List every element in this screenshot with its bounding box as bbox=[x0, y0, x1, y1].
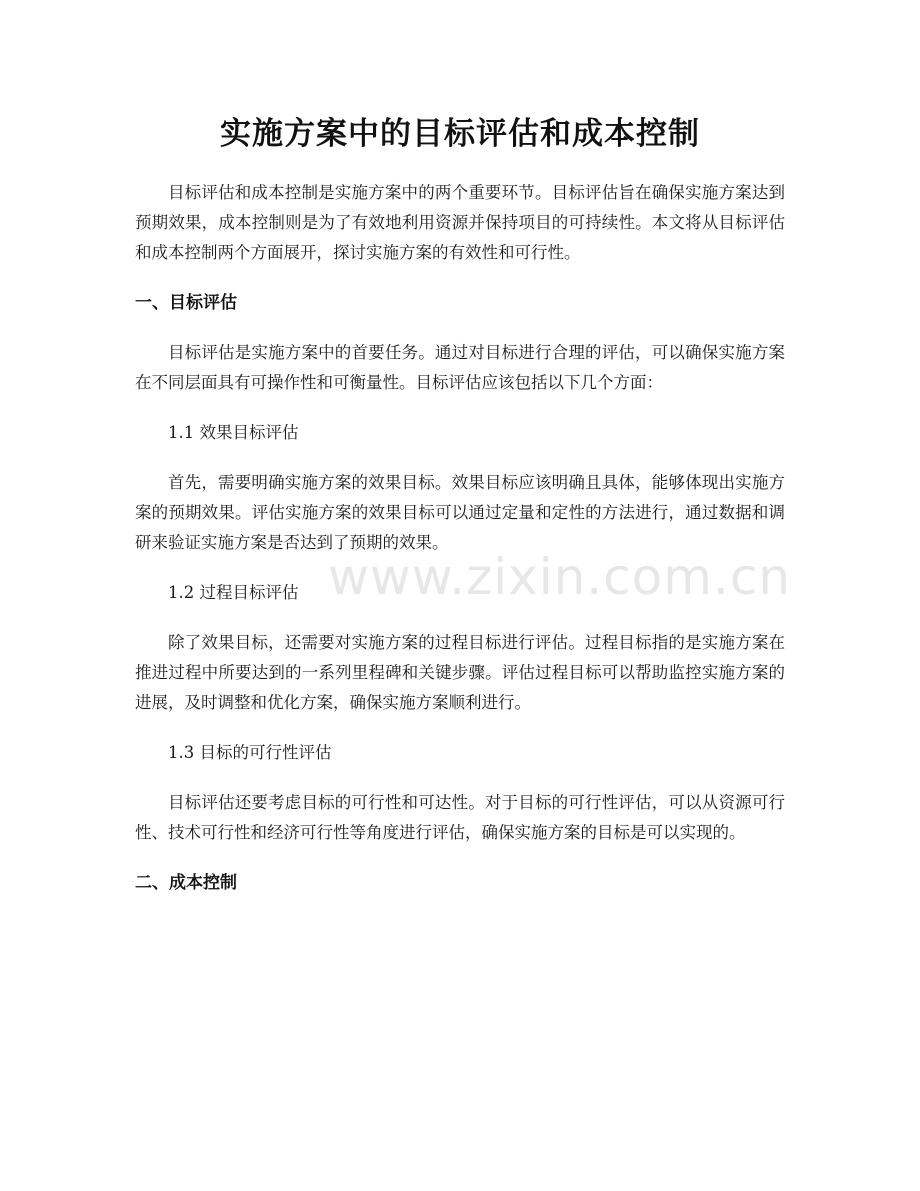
section1-intro-paragraph: 目标评估是实施方案中的首要任务。通过对目标进行合理的评估，可以确保实施方案在不同层面具有可操作性和可衡量性。目标评估应该包括以下几个方面： bbox=[135, 343, 785, 392]
intro-paragraph: 目标评估和成本控制是实施方案中的两个重要环节。目标评估旨在确保实施方案达到预期效果，成本控制则是为了有效地利用资源并保持项目的可持续性。本文将从目标评估和成本控制两个方面展开，探讨实施方案的有效性和可行性。 bbox=[135, 183, 785, 262]
document-title: 实施方案中的目标评估和成本控制 bbox=[220, 116, 700, 152]
subheading-feasibility: 1.3 目标的可行性评估 bbox=[168, 743, 332, 762]
section-heading-cost-control: 二、成本控制 bbox=[135, 873, 237, 893]
document-body bbox=[135, 178, 785, 918]
subheading-effect-goal: 1.1 效果目标评估 bbox=[168, 423, 299, 442]
section-heading-goal-evaluation: 一、目标评估 bbox=[135, 293, 237, 313]
subheading-process-goal: 1.2 过程目标评估 bbox=[168, 583, 299, 602]
watermark: www.zixin.com.cn bbox=[328, 548, 792, 606]
effect-goal-paragraph: 首先，需要明确实施方案的效果目标。效果目标应该明确且具体，能够体现出实施方案的预期效果。评估实施方案的效果目标可以通过定量和定性的方法进行，通过数据和调研来验证实施方案是否达到了预期的效果。 bbox=[135, 473, 785, 552]
feasibility-paragraph: 目标评估还要考虑目标的可行性和可达性。对于目标的可行性评估，可以从资源可行性、技术可行性和经济可行性等角度进行评估，确保实施方案的目标是可以实现的。 bbox=[135, 793, 785, 842]
process-goal-paragraph: 除了效果目标，还需要对实施方案的过程目标进行评估。过程目标指的是实施方案在推进过程中所要达到的一系列里程碑和关键步骤。评估过程目标可以帮助监控实施方案的进展，及时调整和优化方案，确保实施方案顺利进行。 bbox=[135, 633, 785, 712]
